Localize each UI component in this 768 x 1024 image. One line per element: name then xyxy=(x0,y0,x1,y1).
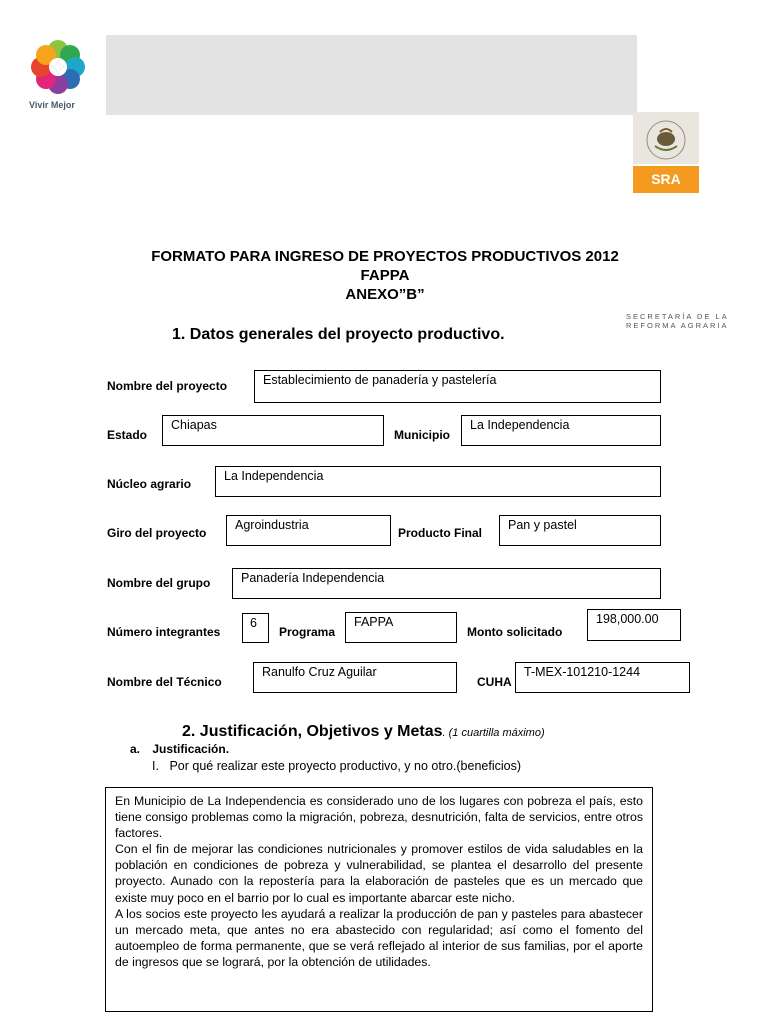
municipio-label: Municipio xyxy=(394,428,450,442)
secretaria-line1: SECRETARÍA DE LA xyxy=(626,312,729,321)
nombre-tecnico-field[interactable]: Ranulfo Cruz Aguilar xyxy=(253,662,457,693)
estado-label: Estado xyxy=(107,428,148,442)
flower-logo-icon xyxy=(28,38,88,96)
logo-text: Vivir Mejor xyxy=(29,100,75,110)
monto-solicitado-field[interactable]: 198,000.00 xyxy=(587,609,681,641)
numero-integrantes-field[interactable]: 6 xyxy=(242,613,269,643)
title-line3: ANEXO”B” xyxy=(345,286,425,303)
sra-logo xyxy=(633,112,699,194)
estado-field[interactable]: Chiapas xyxy=(162,415,384,446)
municipio-field[interactable]: La Independencia xyxy=(461,415,661,446)
cuha-label: CUHA xyxy=(477,675,512,689)
giro-proyecto-label: Giro del proyecto xyxy=(107,526,207,540)
item-i-marker: I. xyxy=(152,759,159,773)
cuha-field[interactable]: T-MEX-101210-1244 xyxy=(515,662,690,693)
nombre-tecnico-label: Nombre del Técnico xyxy=(107,675,222,689)
item-i xyxy=(152,759,521,773)
sra-badge-text: SRA xyxy=(651,171,681,187)
justificacion-paragraph-3: A los socios este proyecto les ayudará a realizar la producción de pan y pasteles para abastecer un mercado meta, que antes no era abastecido con regularidad; así como el fomento del autoempleo de forma permanente, que se verá reflejado al interior de sus familias, por el aporte de ingresos que se logrará, por la obtención de utilidades. xyxy=(115,906,643,969)
producto-final-field[interactable]: Pan y pastel xyxy=(499,515,661,546)
programa-label: Programa xyxy=(279,625,336,639)
section2-note: . (1 cuartilla máximo) xyxy=(442,727,545,739)
nombre-grupo-label: Nombre del grupo xyxy=(107,576,211,590)
justificacion-paragraph-1: En Municipio de La Independencia es considerado uno de los lugares con pobreza el país, esto tiene consigo problemas como la migración, pobreza, desnutrición, falta de servicios, entre otros factores. xyxy=(115,794,643,841)
numero-integrantes-label: Número integrantes xyxy=(107,625,221,639)
giro-proyecto-field[interactable]: Agroindustria xyxy=(226,515,391,546)
nombre-proyecto-label: Nombre del proyecto xyxy=(107,379,228,393)
section1-heading: 1. Datos generales del proyecto productivo. xyxy=(172,326,505,343)
document-title xyxy=(60,247,710,304)
sra-badge xyxy=(633,166,699,193)
secretaria-line2: REFORMA AGRARIA xyxy=(626,321,729,330)
vivir-mejor-logo xyxy=(26,38,90,116)
title-line2: FAPPA xyxy=(360,267,410,284)
mexico-seal-icon xyxy=(633,112,699,164)
nombre-proyecto-field[interactable]: Establecimiento de panadería y pastelería xyxy=(254,370,661,403)
secretaria-text xyxy=(626,312,736,330)
section2-heading-row xyxy=(182,723,545,741)
subsection-a xyxy=(130,742,229,756)
item-i-text: Por qué realizar este proyecto productivo, y no otro.(beneficios) xyxy=(169,759,522,773)
nucleo-agrario-field[interactable]: La Independencia xyxy=(215,466,661,497)
section2-heading: 2. Justificación, Objetivos y Metas xyxy=(182,723,443,740)
justificacion-paragraph-2: Con el fin de mejorar las condiciones nutricionales y promover estilos de vida saludables en la población en condiciones de pobreza y vulnerabilidad, se plantea el desarrollo del presente proyecto. Aunado con la repostería para la elaboración de pasteles que es un mercado que existe muy poco en el barrio por lo cual es importante abarcar este nicho. xyxy=(115,842,643,905)
producto-final-label: Producto Final xyxy=(398,526,482,540)
subsection-a-marker: a. xyxy=(130,742,141,756)
subsection-a-label: Justificación. xyxy=(152,742,230,756)
header-banner xyxy=(106,35,637,115)
nombre-grupo-field[interactable]: Panadería Independencia xyxy=(232,568,661,599)
nucleo-agrario-label: Núcleo agrario xyxy=(107,477,192,491)
programa-field[interactable]: FAPPA xyxy=(345,612,457,643)
title-line1: FORMATO PARA INGRESO DE PROYECTOS PRODUCTIVOS 2012 xyxy=(151,248,619,265)
monto-solicitado-label: Monto solicitado xyxy=(467,625,563,639)
justificacion-textbox[interactable] xyxy=(105,787,653,1012)
